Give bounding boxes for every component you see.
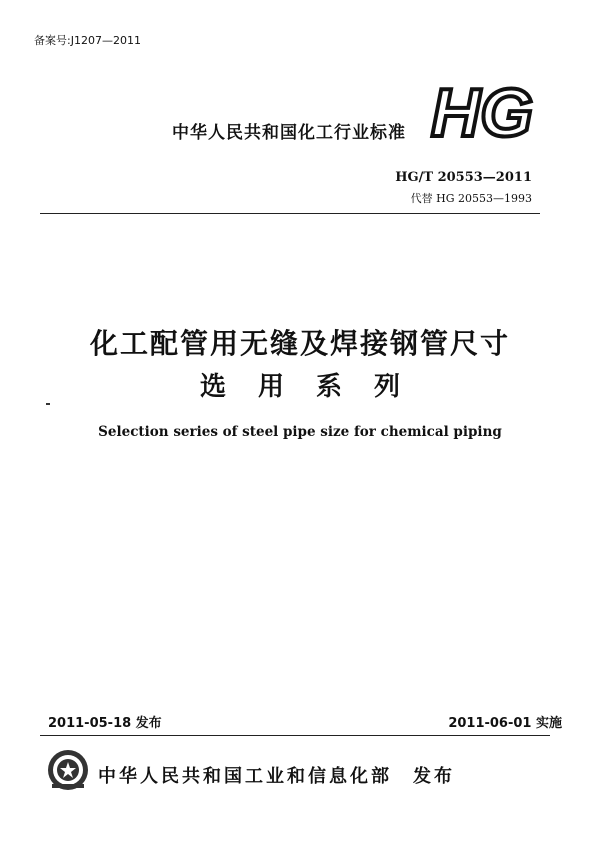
filing-number: 备案号:J1207—2011: [34, 34, 141, 47]
title-english: Selection series of steel pipe size for chemical piping: [98, 424, 502, 440]
hg-logo-text: HG: [431, 80, 533, 142]
title-chinese-line2: 选用系列: [199, 372, 432, 402]
implementation-date: 2011-06-01 实施: [448, 716, 562, 731]
scan-mark: [46, 403, 50, 405]
header-divider: [40, 213, 540, 214]
footer-divider: [40, 735, 550, 736]
issuing-authority: 中华人民共和国工业和信息化部 发布: [98, 766, 455, 787]
standard-number: HG/T 20553—2011: [395, 170, 532, 185]
issue-date: 2011-05-18 发布: [48, 716, 162, 731]
replaced-standard: 代替 HG 20553—1993: [410, 192, 532, 205]
standard-category: 中华人民共和国化工行业标准: [172, 123, 406, 143]
national-emblem-icon: [46, 748, 90, 792]
hg-logo: [428, 80, 536, 142]
title-chinese-line1: 化工配管用无缝及焊接钢管尺寸: [89, 327, 510, 360]
